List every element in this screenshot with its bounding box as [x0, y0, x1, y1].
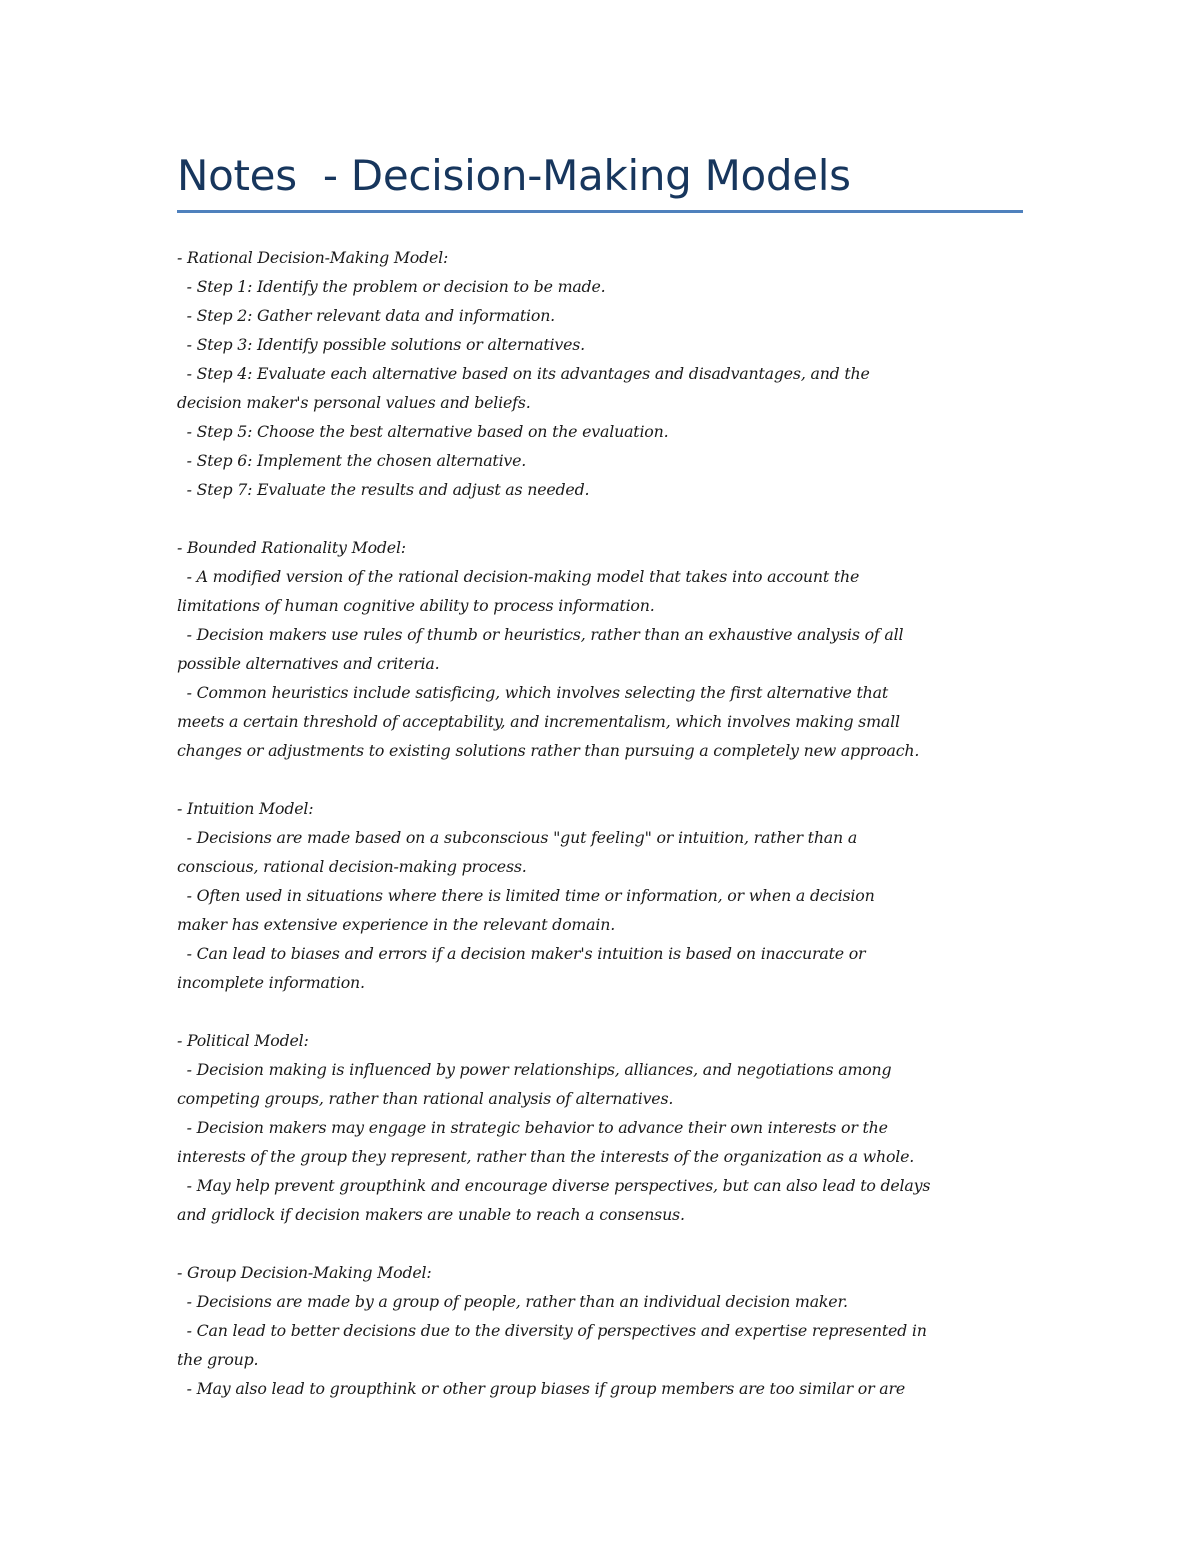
section-line: limitations of human cognitive ability to process information.: [177, 596, 655, 615]
section-line: - Decision making is influenced by power relationships, alliances, and negotiations among: [177, 1060, 892, 1079]
section-heading: - Political Model:: [177, 1031, 309, 1050]
section-line: incomplete information.: [177, 973, 365, 992]
section-heading: - Rational Decision-Making Model:: [177, 248, 449, 267]
section-spacer: [177, 765, 1023, 794]
document-body: [177, 243, 1023, 1403]
page-title: Notes - Decision-Making Models: [177, 151, 851, 200]
section-line: conscious, rational decision-making process.: [177, 857, 527, 876]
section-line: interests of the group they represent, rather than the interests of the organization as a whole.: [177, 1147, 915, 1166]
section-line: - May also lead to groupthink or other group biases if group members are too similar or are: [177, 1379, 905, 1398]
section-line: - Step 4: Evaluate each alternative based on its advantages and disadvantages, and the: [177, 364, 870, 383]
notes-section: [177, 1026, 1023, 1229]
section-spacer: [177, 504, 1023, 533]
section-line: maker has extensive experience in the relevant domain.: [177, 915, 616, 934]
section-line: - Decisions are made by a group of people, rather than an individual decision maker.: [177, 1292, 848, 1311]
section-line: meets a certain threshold of acceptability, and incrementalism, which involves making small: [177, 712, 900, 731]
section-line: - Step 3: Identify possible solutions or alternatives.: [177, 335, 585, 354]
section-line: - Decision makers may engage in strategic behavior to advance their own interests or the: [177, 1118, 888, 1137]
title-underline: [177, 210, 1023, 213]
section-spacer: [177, 997, 1023, 1026]
section-line: - Step 5: Choose the best alternative based on the evaluation.: [177, 422, 669, 441]
section-line: the group.: [177, 1350, 259, 1369]
notes-section: [177, 794, 1023, 997]
section-line: - Often used in situations where there is limited time or information, or when a decision: [177, 886, 875, 905]
section-line: possible alternatives and criteria.: [177, 654, 440, 673]
section-line: - Step 1: Identify the problem or decision to be made.: [177, 277, 606, 296]
section-line: and gridlock if decision makers are unable to reach a consensus.: [177, 1205, 685, 1224]
notes-section: [177, 533, 1023, 765]
section-line: competing groups, rather than rational analysis of alternatives.: [177, 1089, 674, 1108]
section-heading: - Bounded Rationality Model:: [177, 538, 406, 557]
notes-section: [177, 1258, 1023, 1403]
section-line: - Step 7: Evaluate the results and adjust as needed.: [177, 480, 590, 499]
section-line: - Decision makers use rules of thumb or heuristics, rather than an exhaustive analysis of all: [177, 625, 904, 644]
section-spacer: [177, 1229, 1023, 1258]
section-line: - A modified version of the rational decision-making model that takes into account the: [177, 567, 860, 586]
section-heading: - Intuition Model:: [177, 799, 314, 818]
section-line: decision maker's personal values and beliefs.: [177, 393, 531, 412]
section-line: - May help prevent groupthink and encourage diverse perspectives, but can also lead to delays: [177, 1176, 931, 1195]
section-line: - Decisions are made based on a subconscious "gut feeling" or intuition, rather than a: [177, 828, 858, 847]
section-line: - Common heuristics include satisficing, which involves selecting the first alternative that: [177, 683, 889, 702]
section-heading: - Group Decision-Making Model:: [177, 1263, 432, 1282]
section-line: - Step 2: Gather relevant data and information.: [177, 306, 555, 325]
section-line: - Can lead to biases and errors if a decision maker's intuition is based on inaccurate or: [177, 944, 866, 963]
notes-section: [177, 243, 1023, 504]
section-line: - Step 6: Implement the chosen alternative.: [177, 451, 527, 470]
section-line: - Can lead to better decisions due to the diversity of perspectives and expertise represented in: [177, 1321, 927, 1340]
section-line: changes or adjustments to existing solutions rather than pursuing a completely new approach.: [177, 741, 920, 760]
